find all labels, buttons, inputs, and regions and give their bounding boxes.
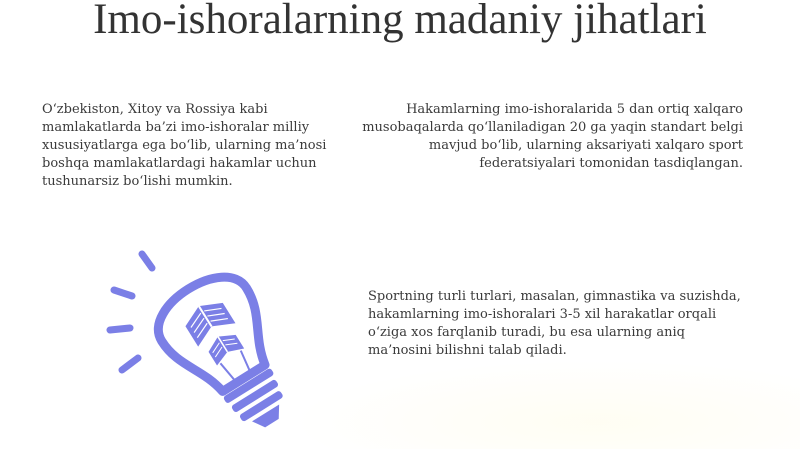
slide-title: Imo-ishoralarning madaniy jihatlari xyxy=(93,0,707,43)
paragraph-left: O‘zbekiston, Xitoy va Rossiya kabi mamlakatlarda ba’zi imo-ishoralar milliy xususiyatlarga ega bo‘lib, ularning ma’nosi boshqa mamlakatlardagi hakamlar uchun tushunarsiz bo‘lishi mumkin. xyxy=(42,102,327,189)
background-glow xyxy=(290,360,800,449)
paragraph-bottom: Sportning turli turlari, masalan, gimnastika va suzishda, hakamlarning imo-ishoralari 3-5 xil harakatlar orqali o‘ziga xos farqlanib turadi, bu esa ularning aniq ma’nosini bilishni talab qiladi. xyxy=(368,289,741,358)
paragraph-right: Hakamlarning imo-ishoralarida 5 dan ortiq xalqaro musobaqalarda qo‘llaniladigan 20 ga yaqin standart belgi mavjud bo‘lib, ularning aksariyati xalqaro sport federatsiyalari tomonidan tasdiqlangan. xyxy=(362,102,743,171)
lightbulb-book-icon xyxy=(100,250,312,430)
